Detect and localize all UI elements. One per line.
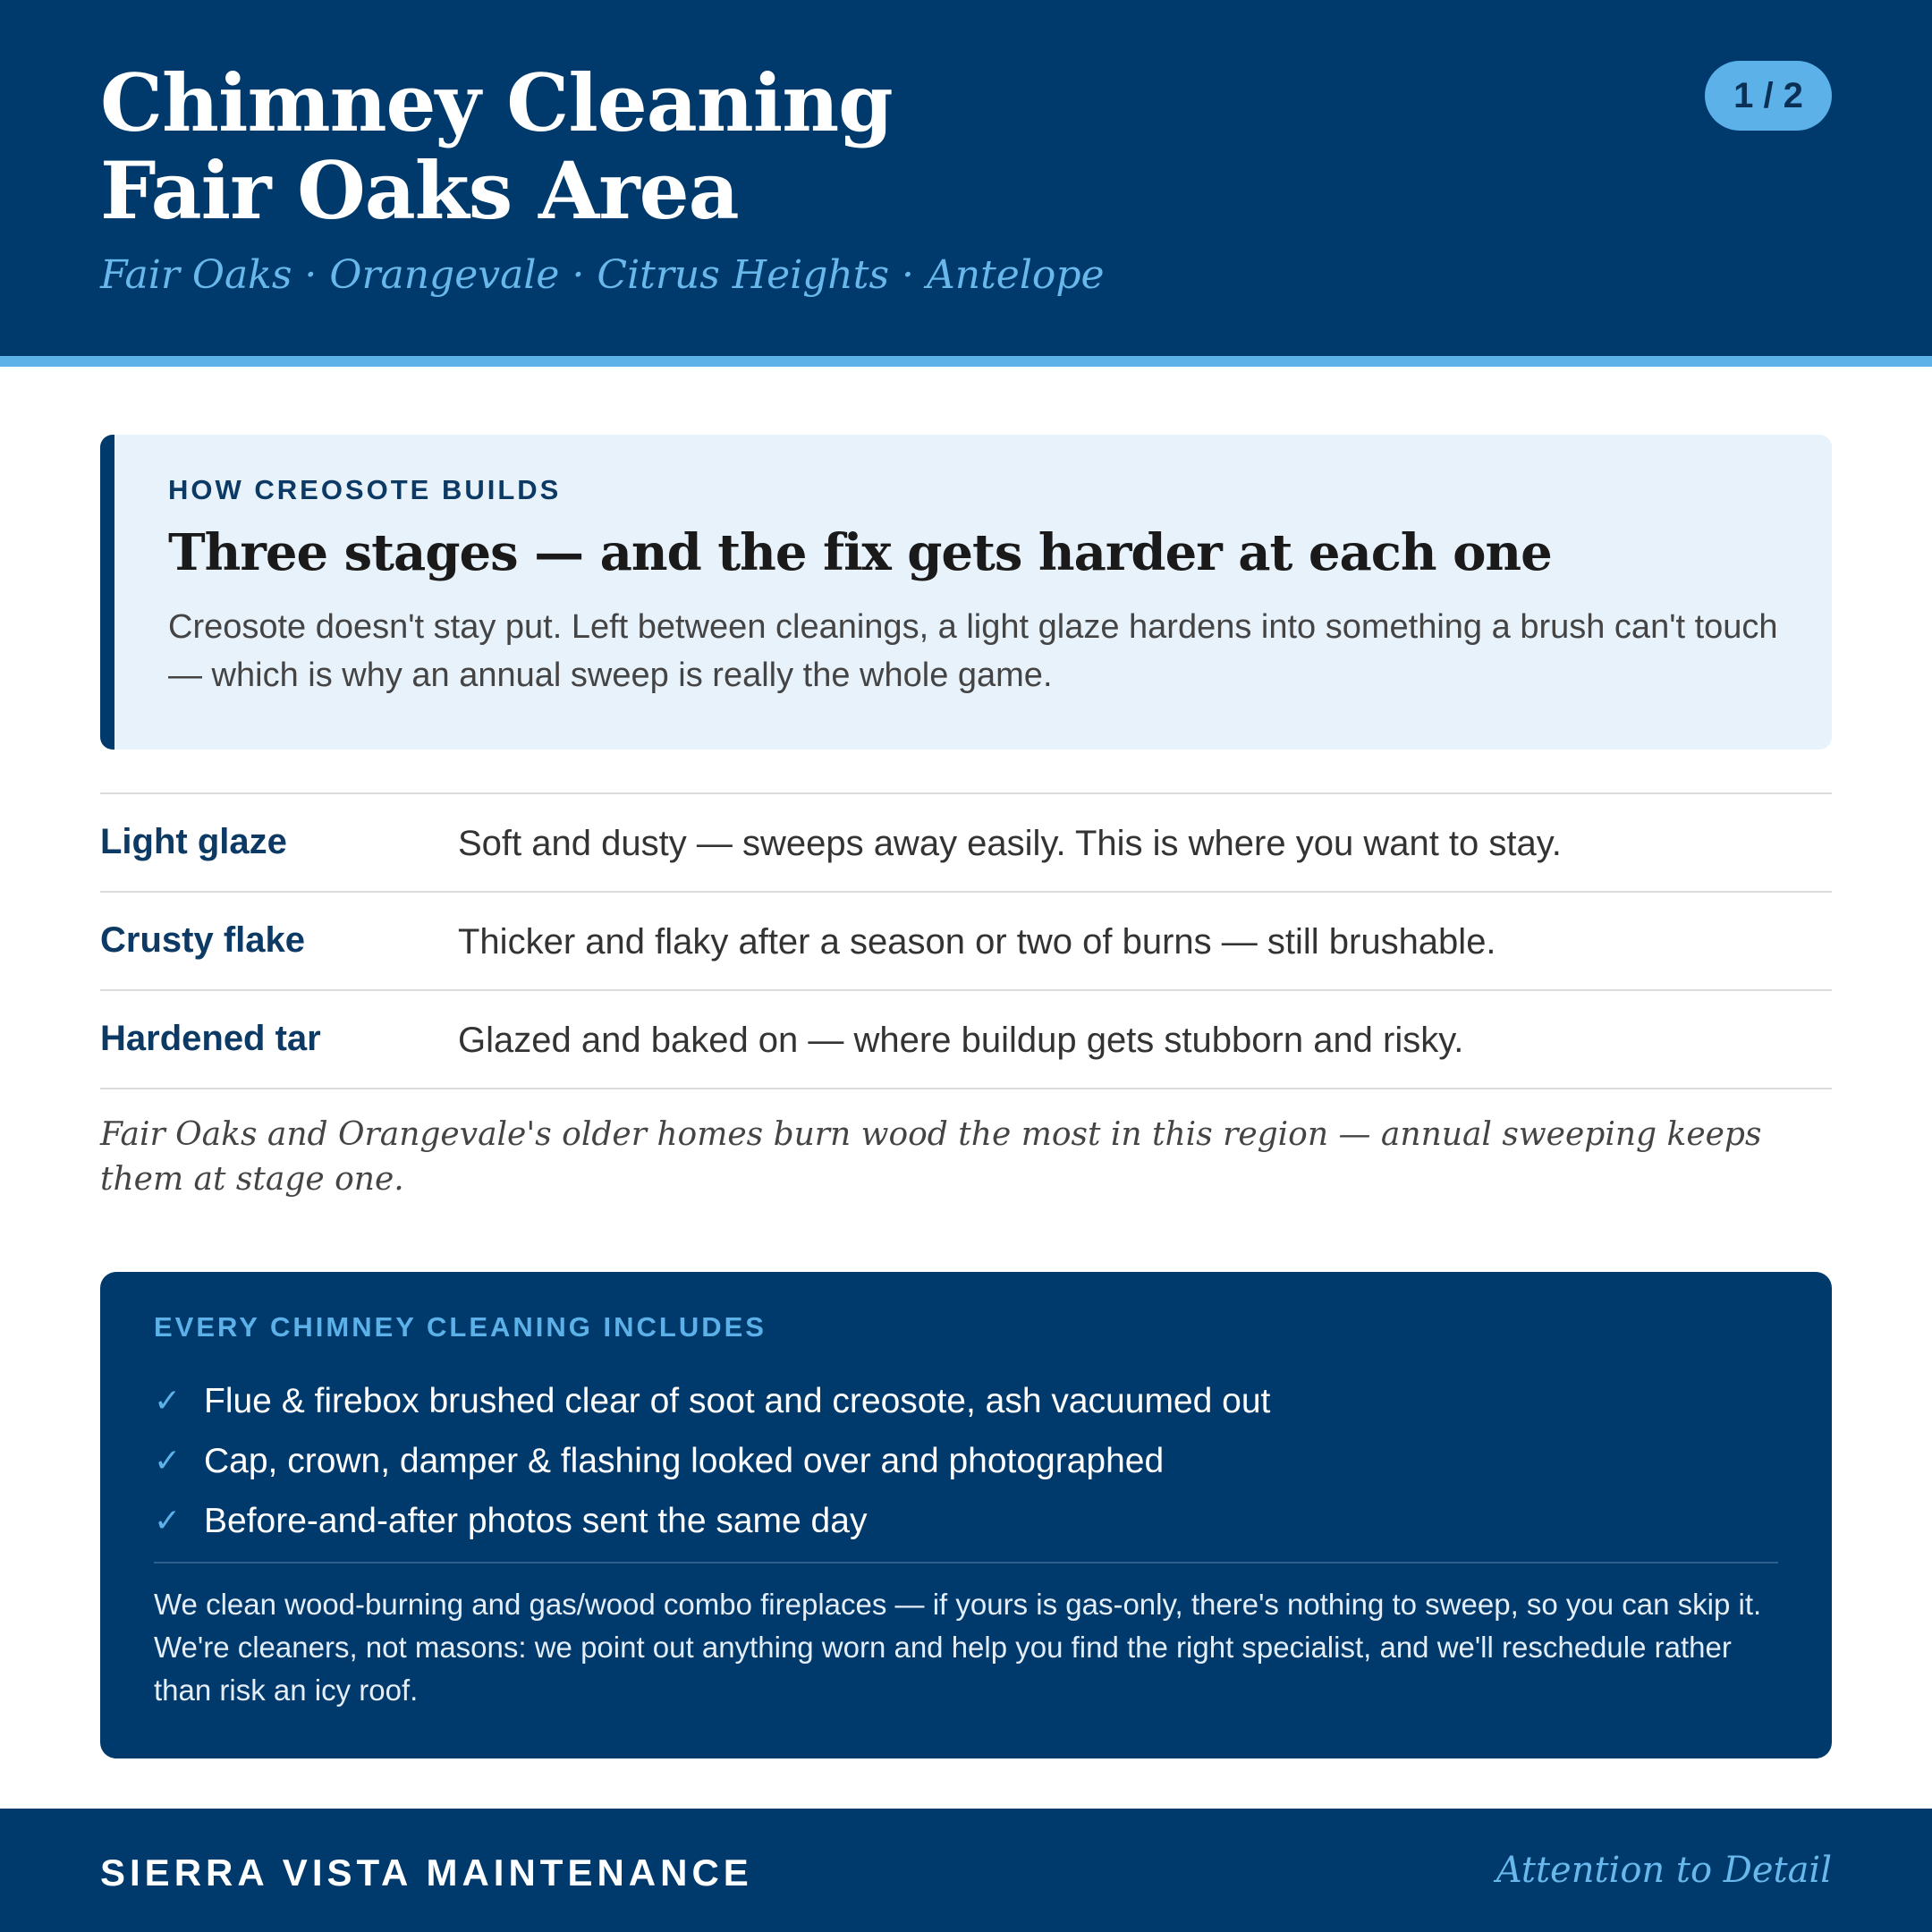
header	[0, 0, 1932, 356]
title-line-1: Chimney Cleaning	[100, 56, 893, 149]
includes-footnote: We clean wood-burning and gas/wood combo fireplaces — if yours is gas-only, there's nothing to sweep, so you can skip it. We're cleaners, not masons: we point out anything worn and help you find the right specialist, and we'll reschedule rather than risk an icy roof.	[154, 1588, 1762, 1707]
stage-row	[100, 794, 1832, 893]
includes-panel	[100, 1272, 1832, 1758]
stage-description: Thicker and flaky after a season or two of burns — still brushable.	[458, 922, 1496, 962]
list-item	[154, 1492, 1782, 1552]
callout-kicker: HOW CREOSOTE BUILDS	[168, 474, 562, 505]
checkmark-icon: ✓	[154, 1383, 182, 1419]
include-item-text: Cap, crown, damper & flashing looked over and photographed	[204, 1442, 1165, 1480]
title-line-2: Fair Oaks Area	[100, 144, 739, 237]
include-item-text: Flue & firebox brushed clear of soot and creosote, ash vacuumed out	[204, 1382, 1271, 1420]
header-divider	[0, 356, 1932, 367]
page-title	[100, 56, 1442, 237]
service-areas-subtitle: Fair Oaks · Orangevale · Citrus Heights · Antelope	[100, 252, 1105, 298]
brand-tagline: Attention to Detail	[1496, 1850, 1832, 1891]
footer	[0, 1809, 1932, 1932]
regional-note: Fair Oaks and Orangevale's older homes burn wood the most in this region — annual sweeping keeps them at stage one.	[100, 1116, 1762, 1198]
page-indicator-badge: 1 / 2	[1705, 61, 1832, 131]
callout-body: Creosote doesn't stay put. Left between cleanings, a light glaze hardens into something a brush can't touch — which is why an annual sweep is really the whole game.	[168, 608, 1778, 694]
stage-row	[100, 893, 1832, 991]
list-item	[154, 1372, 1782, 1432]
stage-name: Light glaze	[100, 822, 287, 861]
checkmark-icon: ✓	[154, 1443, 182, 1479]
brand-name: SIERRA VISTA MAINTENANCE	[100, 1852, 753, 1894]
stage-name: Hardened tar	[100, 1019, 321, 1058]
creosote-stages-table	[100, 792, 1832, 1089]
stage-row	[100, 991, 1832, 1089]
stage-description: Soft and dusty — sweeps away easily. This is where you want to stay.	[458, 824, 1562, 863]
checkmark-icon: ✓	[154, 1503, 182, 1539]
creosote-callout	[100, 435, 1832, 750]
includes-divider	[154, 1562, 1778, 1563]
callout-accent-bar	[100, 435, 114, 750]
include-item-text: Before-and-after photos sent the same day	[204, 1502, 868, 1540]
list-item	[154, 1432, 1782, 1492]
stage-description: Glazed and baked on — where buildup gets stubborn and risky.	[458, 1021, 1464, 1060]
includes-list	[154, 1372, 1782, 1552]
stage-name: Crusty flake	[100, 920, 305, 960]
callout-heading: Three stages — and the fix gets harder at each one	[168, 523, 1552, 582]
includes-kicker: EVERY CHIMNEY CLEANING INCLUDES	[154, 1311, 767, 1343]
